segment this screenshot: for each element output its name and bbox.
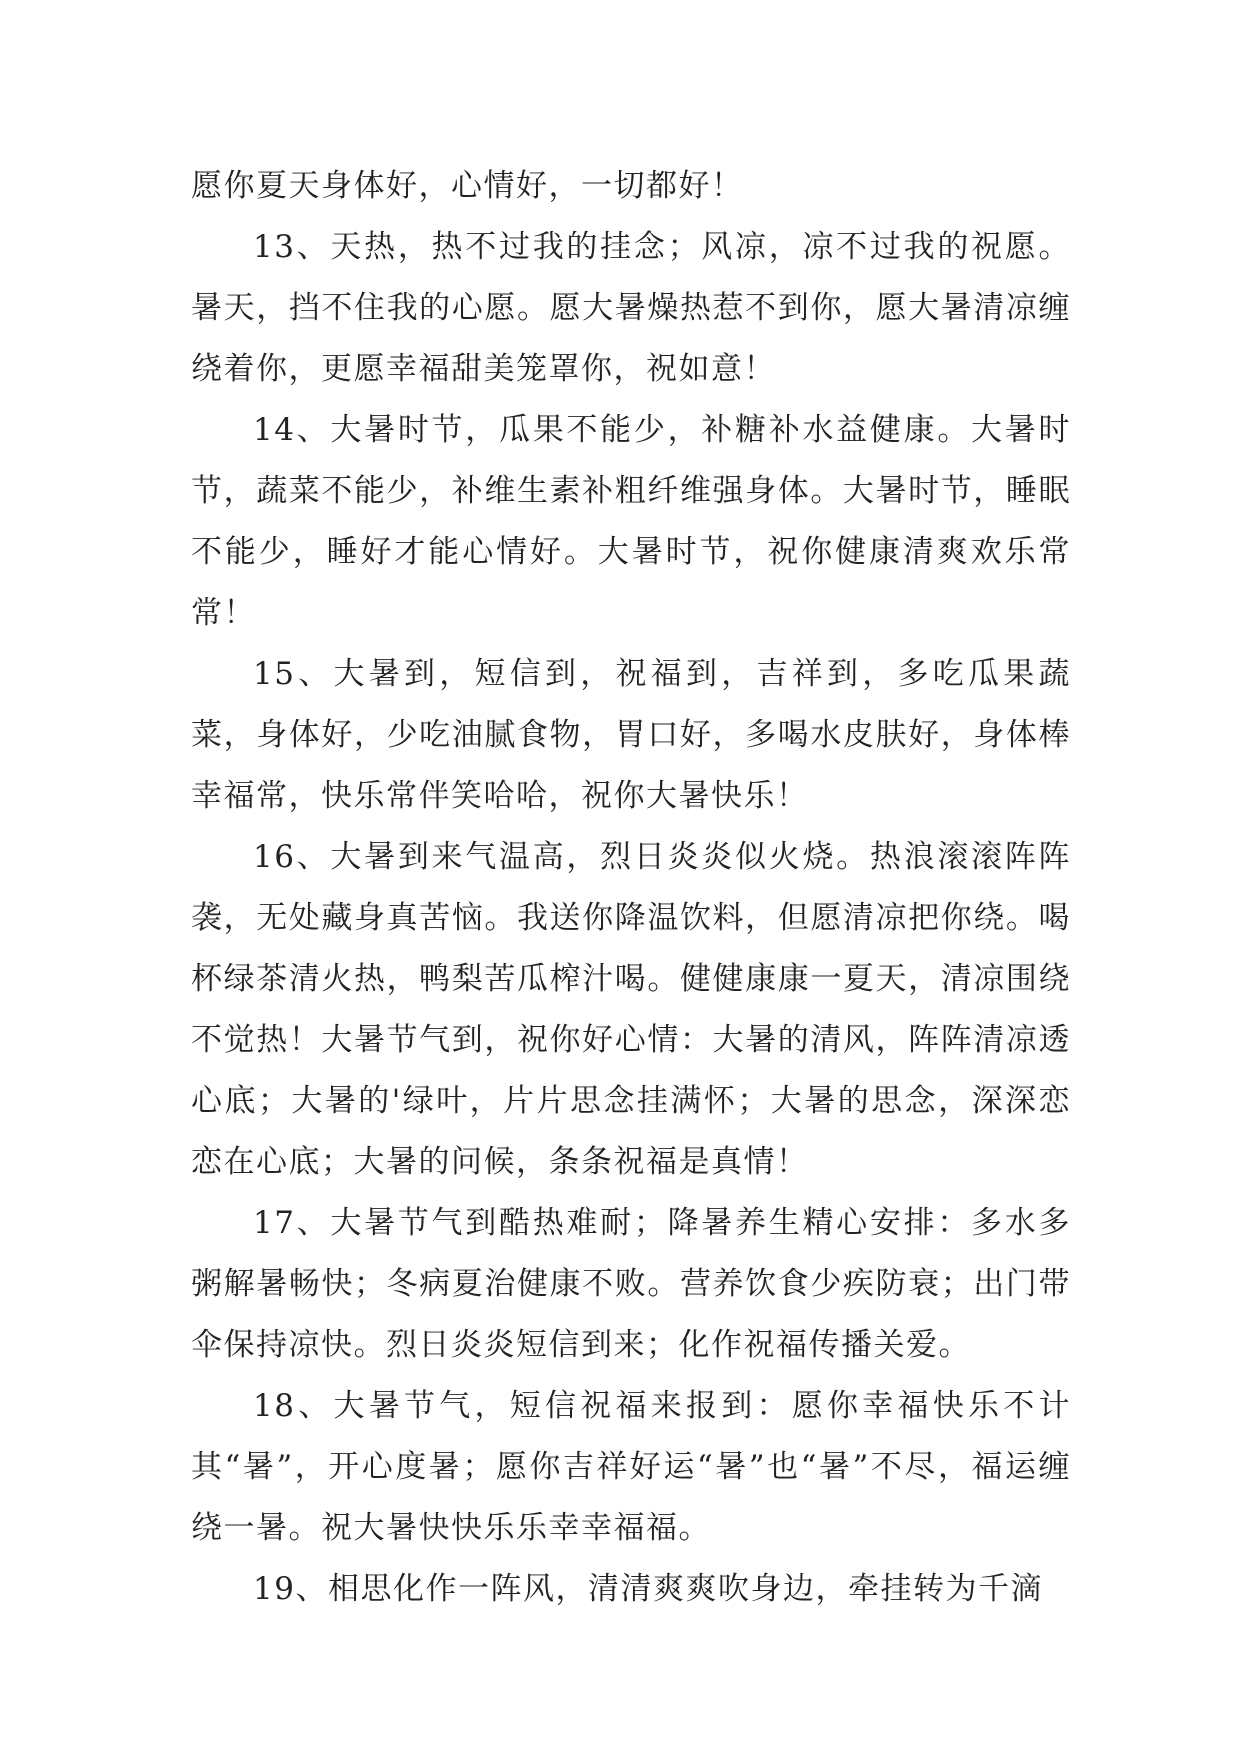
paragraph-18: 18、大暑节气，短信祝福来报到：愿你幸福快乐不计其“暑”，开心度暑；愿你吉祥好运“暑”也“暑”不尽，福运缠绕一暑。祝大暑快快乐乐幸幸福福。 [191, 1388, 1071, 1546]
paragraph-16: 16、大暑到来气温高，烈日炎炎似火烧。热浪滚滚阵阵袭，无处藏身真苦恼。我送你降温饮料，但愿清凉把你绕。喝杯绿茶清火热，鸭梨苦瓜榨汁喝。健健康康一夏天，清凉围绕不觉热！大暑节气到，祝你好心情：大暑的清风，阵阵清凉透心底；大暑的'绿叶，片片思念挂满怀；大暑的思念，深深恋恋在心底；大暑的问候，条条祝福是真情！ [191, 839, 1071, 1180]
paragraph-17: 17、大暑节气到酷热难耐；降暑养生精心安排：多水多粥解暑畅快；冬病夏治健康不败。营养饮食少疾防衰；出门带伞保持凉快。烈日炎炎短信到来；化作祝福传播关爱。 [191, 1205, 1071, 1363]
document-body [191, 156, 1071, 1620]
paragraph-19: 19、相思化作一阵风，清清爽爽吹身边，牵挂转为千滴 [253, 1571, 1043, 1607]
paragraph-14: 14、大暑时节，瓜果不能少，补糖补水益健康。大暑时节，蔬菜不能少，补维生素补粗纤维强身体。大暑时节，睡眠不能少，睡好才能心情好。大暑时节，祝你健康清爽欢乐常常！ [191, 412, 1071, 631]
paragraph-13: 13、天热，热不过我的挂念；风凉，凉不过我的祝愿。暑天，挡不住我的心愿。愿大暑燥热惹不到你，愿大暑清凉缠绕着你，更愿幸福甜美笼罩你，祝如意！ [191, 229, 1071, 387]
paragraph-1: 愿你夏天身体好，心情好，一切都好！ [191, 168, 744, 204]
paragraph-15: 15、大暑到，短信到，祝福到，吉祥到，多吃瓜果蔬菜，身体好，少吃油腻食物，胃口好，多喝水皮肤好，身体棒幸福常，快乐常伴笑哈哈，祝你大暑快乐！ [191, 656, 1071, 814]
